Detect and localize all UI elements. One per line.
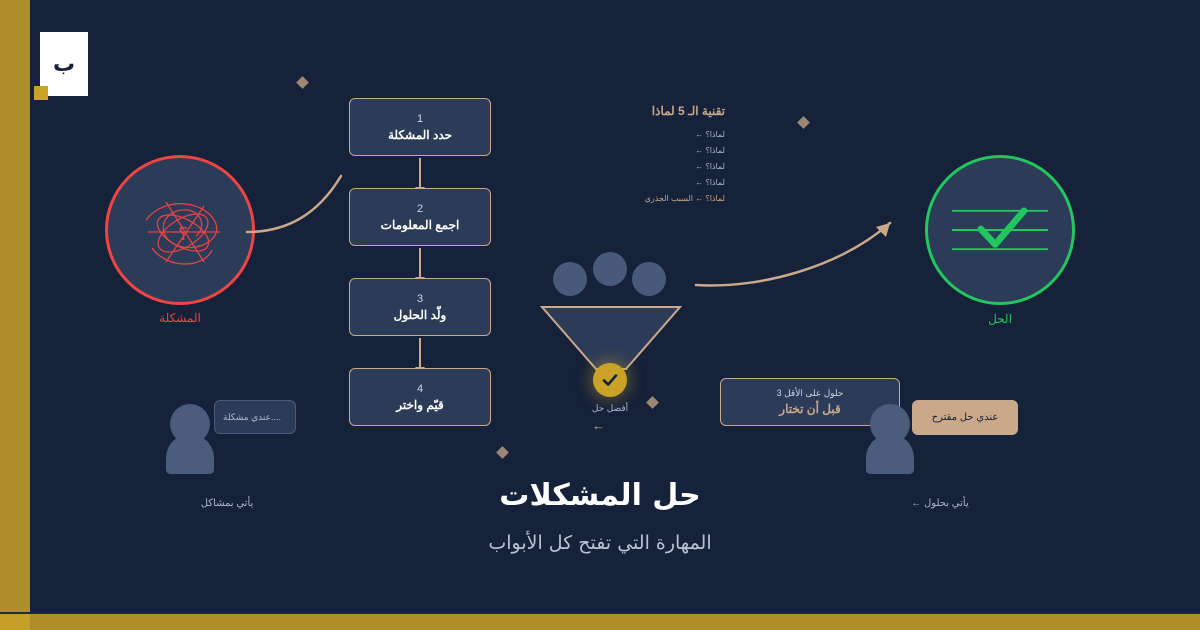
tangle-scribble-icon (108, 158, 258, 308)
flow-step-label: اجمع المعلومات (380, 217, 460, 232)
flow-step-3[interactable] (349, 278, 491, 336)
person-left-speech-bubble: ....عندي مشكلة (214, 400, 296, 434)
flow-step-label: ولّد الحلول (393, 307, 447, 322)
check-lines-icon (928, 155, 1072, 305)
person-right-caption: يأتي بحلول ← (911, 498, 969, 509)
bottom-accent-bar (0, 614, 1200, 630)
problem-circle (105, 155, 255, 305)
flow-step-number: 3 (416, 292, 424, 305)
solution-label: الحل (988, 312, 1012, 326)
diamond-decor-icon (296, 76, 309, 89)
person-right-body-icon (866, 434, 914, 474)
check-icon (600, 370, 620, 390)
funnel-option-dot (632, 262, 666, 296)
flow-arrow-1-icon (419, 158, 421, 188)
flow-step-4[interactable] (349, 368, 491, 426)
flow-step-1[interactable] (349, 98, 491, 156)
flow-step-number: 2 (416, 202, 424, 215)
diamond-decor-icon (496, 446, 509, 459)
diamond-decor-icon (797, 116, 810, 129)
flow-step-number: 4 (416, 382, 424, 395)
logo: ب (40, 32, 88, 96)
flow-step-label: قيّم واختر (396, 397, 444, 412)
problem-to-flow-curve (245, 170, 355, 240)
svg-text:؟: ؟ (178, 224, 188, 245)
person-left-caption: يأتي بمشاكل (200, 498, 254, 509)
rule-card-main-text: قبل أن تختار (779, 402, 841, 416)
page-subtitle: المهارة التي تفتح كل الأبواب (488, 532, 712, 554)
solution-curve-arrow-icon (690, 205, 930, 300)
flow-step-number: 1 (416, 112, 424, 125)
problem-label: المشكلة (159, 311, 201, 325)
best-solution-check-badge (593, 363, 627, 397)
why-line: لماذا؟ ← (695, 130, 725, 139)
best-solution-label: أفضل حل (591, 403, 629, 413)
flow-step-label: حدد المشكلة (387, 127, 453, 142)
why-line: لماذا؟ ← (695, 146, 725, 155)
person-left-body-icon (166, 434, 214, 474)
why-line: لماذا؟ ← (695, 162, 725, 171)
five-whys-title: تقنية الـ 5 لماذا (651, 104, 725, 118)
funnel-option-dot (553, 262, 587, 296)
person-right-speech-bubble: عندي حل مقترح (912, 400, 1018, 435)
why-line: لماذا؟ ← (695, 178, 725, 187)
funnel-icon (540, 305, 682, 371)
flow-arrow-2-icon (419, 248, 421, 278)
rule-card-top-text: حلول على الأقل 3 (776, 388, 844, 398)
flow-step-2[interactable] (349, 188, 491, 246)
logo-accent-square (34, 86, 48, 100)
why-root-cause: لماذا؟ ← السبب الجذري (644, 194, 725, 203)
five-whys-panel (525, 104, 725, 211)
best-solution-arrow-icon: ← (592, 418, 605, 433)
page-title: حل المشكلات (499, 478, 701, 513)
funnel-option-dot (593, 252, 627, 286)
solution-circle (925, 155, 1075, 305)
flow-arrow-3-icon (419, 338, 421, 368)
